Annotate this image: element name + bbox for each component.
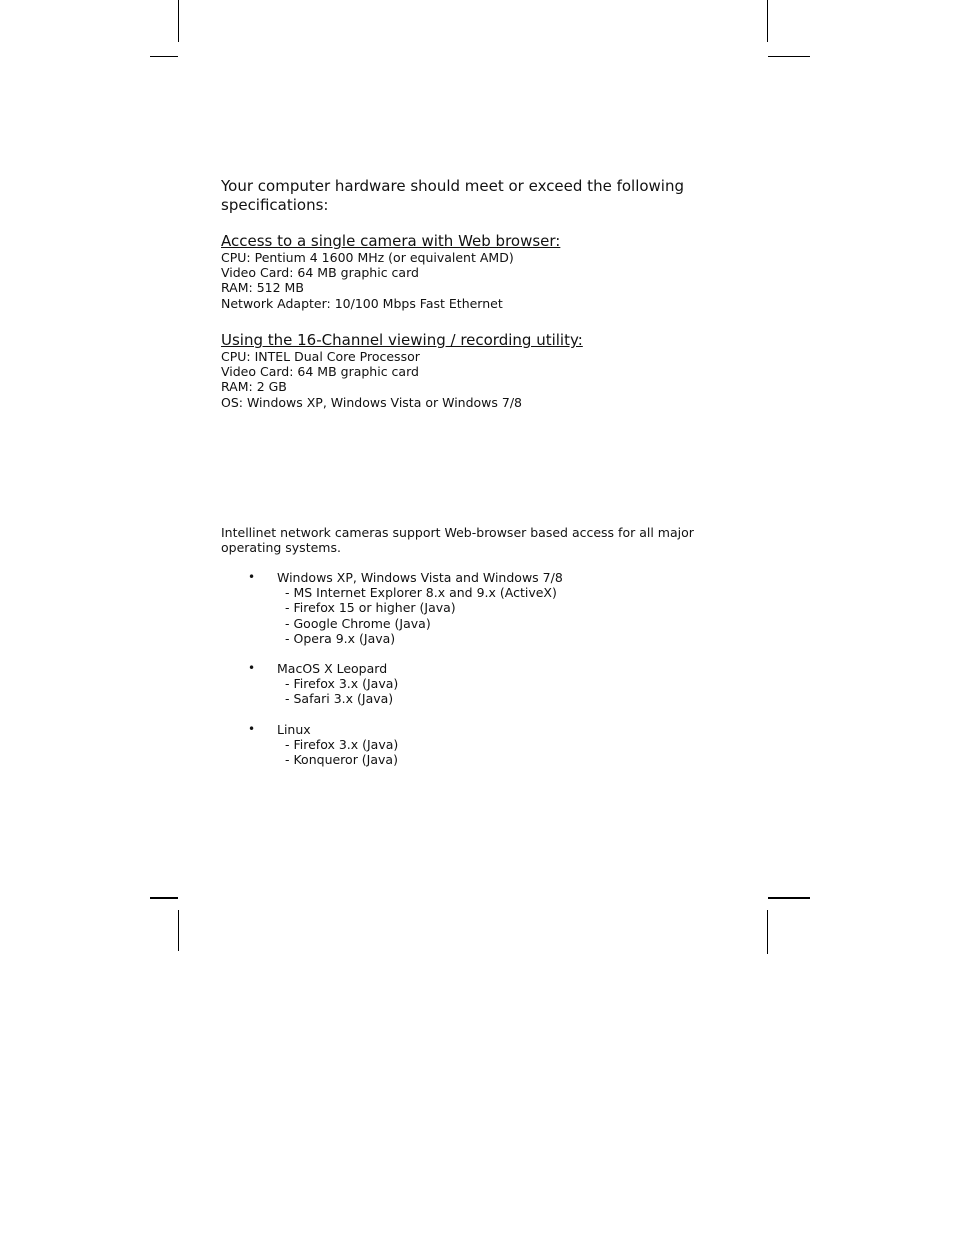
os-name: MacOS X Leopard <box>277 661 388 677</box>
browser-entry: - Firefox 15 or higher (Java) <box>285 600 456 616</box>
web-browser-heading: Access to a single camera with Web browser: <box>221 232 561 250</box>
browser-entry: - Firefox 3.x (Java) <box>285 676 399 692</box>
page-content <box>221 177 721 768</box>
os-name: Linux <box>277 721 311 737</box>
browser-entry: - Konqueror (Java) <box>285 752 398 768</box>
crop-mark-top-right-vertical <box>767 0 768 42</box>
browser-entry: - Safari 3.x (Java) <box>285 691 394 707</box>
browser-entry: - MS Internet Explorer 8.x and 9.x (ActiveX) <box>285 585 557 601</box>
spec-os: OS: Windows XP, Windows Vista or Windows 7/8 <box>221 394 522 410</box>
crop-mark-top-right-horizontal <box>768 56 810 57</box>
spec-ram: RAM: 2 GB <box>221 379 287 395</box>
crop-mark-bottom-right-vertical <box>767 910 768 954</box>
browser-support-intro: Intellinet network cameras support Web-browser based access for all major operating systems. <box>221 525 694 556</box>
spec-video-card: Video Card: 64 MB graphic card <box>221 364 419 380</box>
spec-video-card: Video Card: 64 MB graphic card <box>221 265 419 281</box>
list-item-macos <box>221 661 721 707</box>
os-list <box>221 570 721 782</box>
spec-cpu: CPU: INTEL Dual Core Processor <box>221 349 420 364</box>
browser-entry: - Firefox 3.x (Java) <box>285 736 399 752</box>
crop-mark-bottom-right-horizontal <box>768 897 810 899</box>
browser-entry: - Google Chrome (Java) <box>285 615 431 631</box>
utility-requirements <box>221 332 583 410</box>
os-name: Windows XP, Windows Vista and Windows 7/8 <box>277 570 563 585</box>
hardware-intro: Your computer hardware should meet or exceed the following specifications: <box>221 177 685 214</box>
bullet: • <box>248 661 256 676</box>
spec-cpu: CPU: Pentium 4 1600 MHz (or equivalent AMD) <box>221 250 514 265</box>
crop-mark-top-left-vertical <box>178 0 179 42</box>
spec-network-adapter: Network Adapter: 10/100 Mbps Fast Ethernet <box>221 295 503 311</box>
list-item-windows <box>221 570 721 646</box>
utility-heading: Using the 16-Channel viewing / recording utility: <box>221 331 583 349</box>
crop-mark-bottom-left-horizontal <box>150 897 178 899</box>
spec-ram: RAM: 512 MB <box>221 280 304 296</box>
list-item-linux <box>221 722 721 768</box>
browser-entry: - Opera 9.x (Java) <box>285 630 396 646</box>
crop-mark-top-left-horizontal <box>150 56 178 57</box>
bullet: • <box>248 570 256 584</box>
bullet: • <box>248 721 256 736</box>
web-browser-requirements <box>221 233 560 311</box>
crop-mark-bottom-left-vertical <box>178 910 179 951</box>
